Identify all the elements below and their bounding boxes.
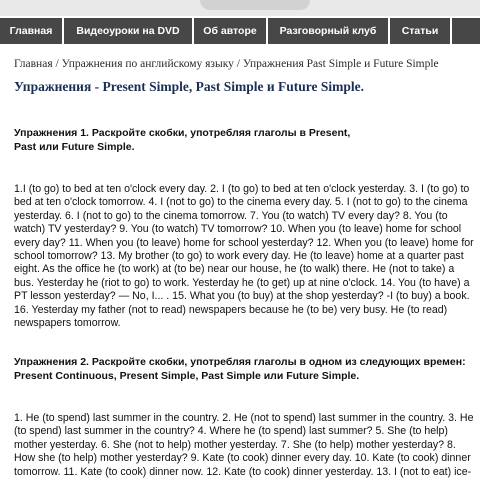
- nav-item-home[interactable]: Главная: [0, 18, 62, 44]
- nav-item-video-lessons[interactable]: Видеоуроки на DVD: [64, 18, 192, 44]
- top-banner-strip: [0, 0, 480, 16]
- header-logo-edge: [200, 0, 310, 10]
- nav-item-about-author[interactable]: Об авторе: [194, 18, 266, 44]
- exercise-2-text: 1. He (to spend) last summer in the country. 2. He (not to spend) last summer in the country. 3. He (to spend) last summer in the country? 4. Where he (to spend) last summer? 5. She (to help) mother yesterday. 6. She (not to help) mother yesterday. 7. She (to help) mother yesterday? 8. How she (to help) mother yesterday? 9. Kate (to cook) dinner every day. 10. Kate (to cook) dinner tomorrow. 11. Kate (to cook) dinner now. 12. Kate (to cook) dinner yesterday. 13. I (not to eat) ice-: [14, 412, 474, 478]
- page-title: Упражнения - Present Simple, Past Simple и Future Simple.: [14, 79, 365, 94]
- breadcrumb-link-home[interactable]: Главная: [14, 58, 53, 70]
- breadcrumb-current: Упражнения Past Simple и Future Simple: [242, 58, 439, 70]
- exercise-1-text: 1.I (to go) to bed at ten o'clock every day. 2. I (to go) to bed at ten o'clock yesterday. 3. I (to go) to bed at ten o'clock tomorrow. 4. I (not to go) to the cinema every day. 5. I (not to go) to the cinema yesterday. 6. I (not to go) to the cinema tomorrow. 7. You (to watch) TV every day? 8. You (to watch) TV yesterday? 9. You (to watch) TV tomorrow? 10. When you (to leave) home for school every day? 11. When you (to leave) home for school yesterday? 12. When you (to leave) home for school tomorrow? 13. My brother (to go) to work every day. He (to leave) home at a quarter past eight. As the office he (to work) at (to be) near our house, he (to walk) there. He (not to take) a bus. Yesterday he (riot to go) to work. Yesterday he (to get) up at nine o'clock. 14. You (to have) a PT lesson yesterday? — No, I... . 15. What you (to buy) at the shop yesterday? -I (to buy) a book. 16. Yesterday my father (not to read) newspapers because he (to be) very busy. He (to read) newspapers tomorrow.: [14, 183, 474, 330]
- breadcrumb-link-exercises[interactable]: Упражнения по английскому языку: [61, 58, 234, 70]
- exercise-1-heading-line1: Упражнения 1. Раскройте скобки, употребляя глаголы в Present,: [14, 127, 351, 139]
- main-navigation: [0, 18, 480, 44]
- exercise-1-heading: [14, 127, 476, 154]
- breadcrumb-separator: /: [236, 58, 243, 70]
- exercise-2-heading: [14, 356, 476, 383]
- nav-filler: [452, 18, 480, 44]
- nav-item-articles[interactable]: Статьи: [390, 18, 450, 44]
- breadcrumb-separator: /: [55, 58, 62, 70]
- nav-item-conversation-club[interactable]: Разговорный клуб: [268, 18, 388, 44]
- exercise-2-heading-line1: Упражнения 2. Раскройте скобки, употребляя глаголы в одном из следующих времен:: [14, 356, 466, 368]
- breadcrumb: [14, 58, 474, 70]
- exercise-2-heading-line2: Present Continuous, Present Simple, Past Simple или Future Simple.: [14, 369, 360, 382]
- exercise-1-heading-line2: Past или Future Simple.: [14, 140, 135, 153]
